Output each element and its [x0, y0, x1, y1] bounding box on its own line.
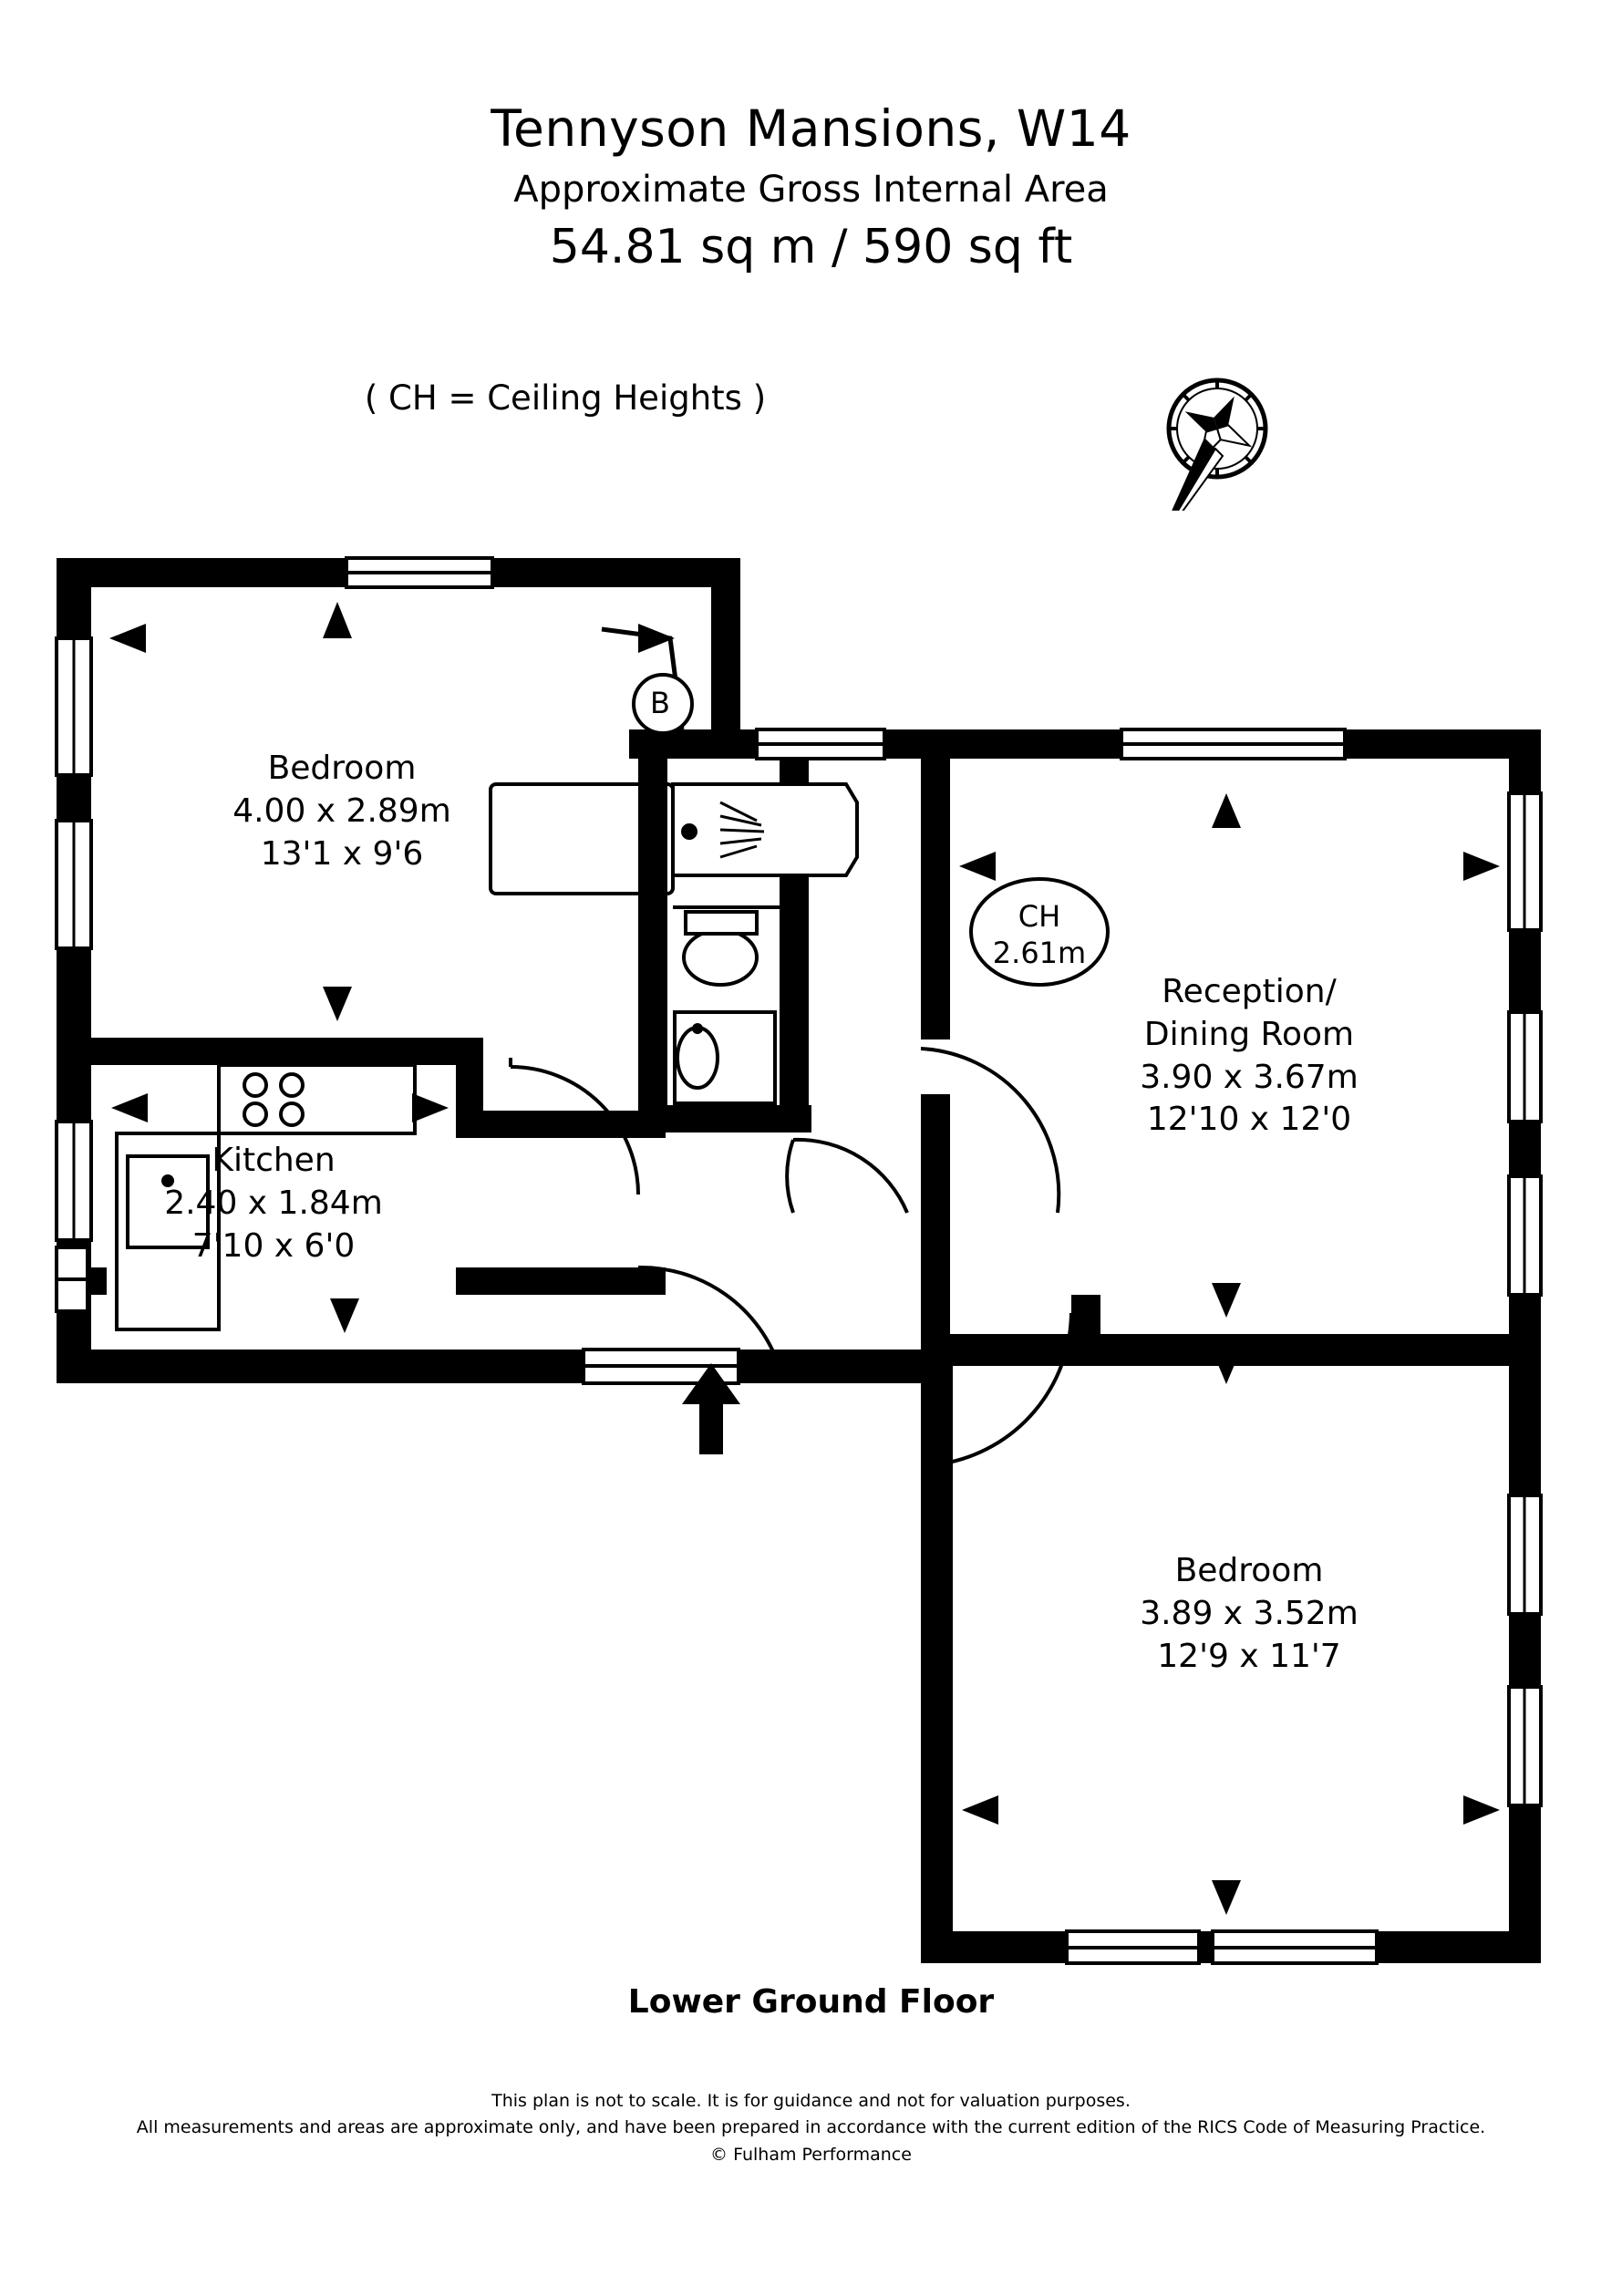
kitchen-name: Kitchen — [212, 1142, 336, 1179]
ceiling-height-bubble-text — [971, 898, 1108, 971]
bedroom-1-name: Bedroom — [267, 750, 417, 787]
room-label-kitchen — [73, 1140, 474, 1267]
disclaimer-copyright: © Fulham Performance — [710, 2144, 912, 2165]
ch-label: CH — [1018, 899, 1061, 934]
reception-name-line2: Dining Room — [1143, 1015, 1355, 1053]
kitchen-metric: 2.40 x 1.84m — [164, 1184, 383, 1222]
floor-title: Lower Ground Floor — [627, 1983, 995, 2021]
area-caption: Approximate Gross Internal Area — [513, 169, 1109, 212]
area-value: 54.81 sq m / 590 sq ft — [549, 220, 1073, 275]
kitchen-imperial: 7'10 x 6'0 — [191, 1226, 356, 1265]
page-title: Tennyson Mansions, W14 — [491, 99, 1131, 158]
reception-name-line1: Reception/ — [1162, 973, 1337, 1010]
room-label-reception-dining — [1021, 971, 1477, 1142]
room-label-bedroom-2 — [1021, 1550, 1477, 1678]
bedroom-2-name: Bedroom — [1174, 1552, 1324, 1589]
bedroom-2-metric: 3.89 x 3.52m — [1140, 1594, 1359, 1632]
ch-value: 2.61m — [992, 936, 1087, 970]
disclaimer-line-2: All measurements and areas are approximate only, and have been prepared in accordance with the current edition of the RICS Code of Measuring Practice. — [136, 2117, 1486, 2138]
disclaimer — [0, 2088, 1622, 2168]
reception-metric: 3.90 x 3.67m — [1140, 1058, 1359, 1096]
ceiling-height-note: ( CH = Ceiling Heights ) — [364, 378, 767, 418]
boiler-label: B — [650, 686, 670, 720]
bedroom-1-imperial: 13'1 x 9'6 — [260, 834, 424, 873]
bedroom-1-metric: 4.00 x 2.89m — [232, 791, 451, 830]
room-label-bedroom-1 — [137, 748, 547, 875]
reception-imperial: 12'10 x 12'0 — [1146, 1101, 1352, 1139]
bedroom-2-imperial: 12'9 x 11'7 — [1157, 1637, 1341, 1675]
disclaimer-line-1: This plan is not to scale. It is for guidance and not for valuation purposes. — [491, 2091, 1131, 2111]
